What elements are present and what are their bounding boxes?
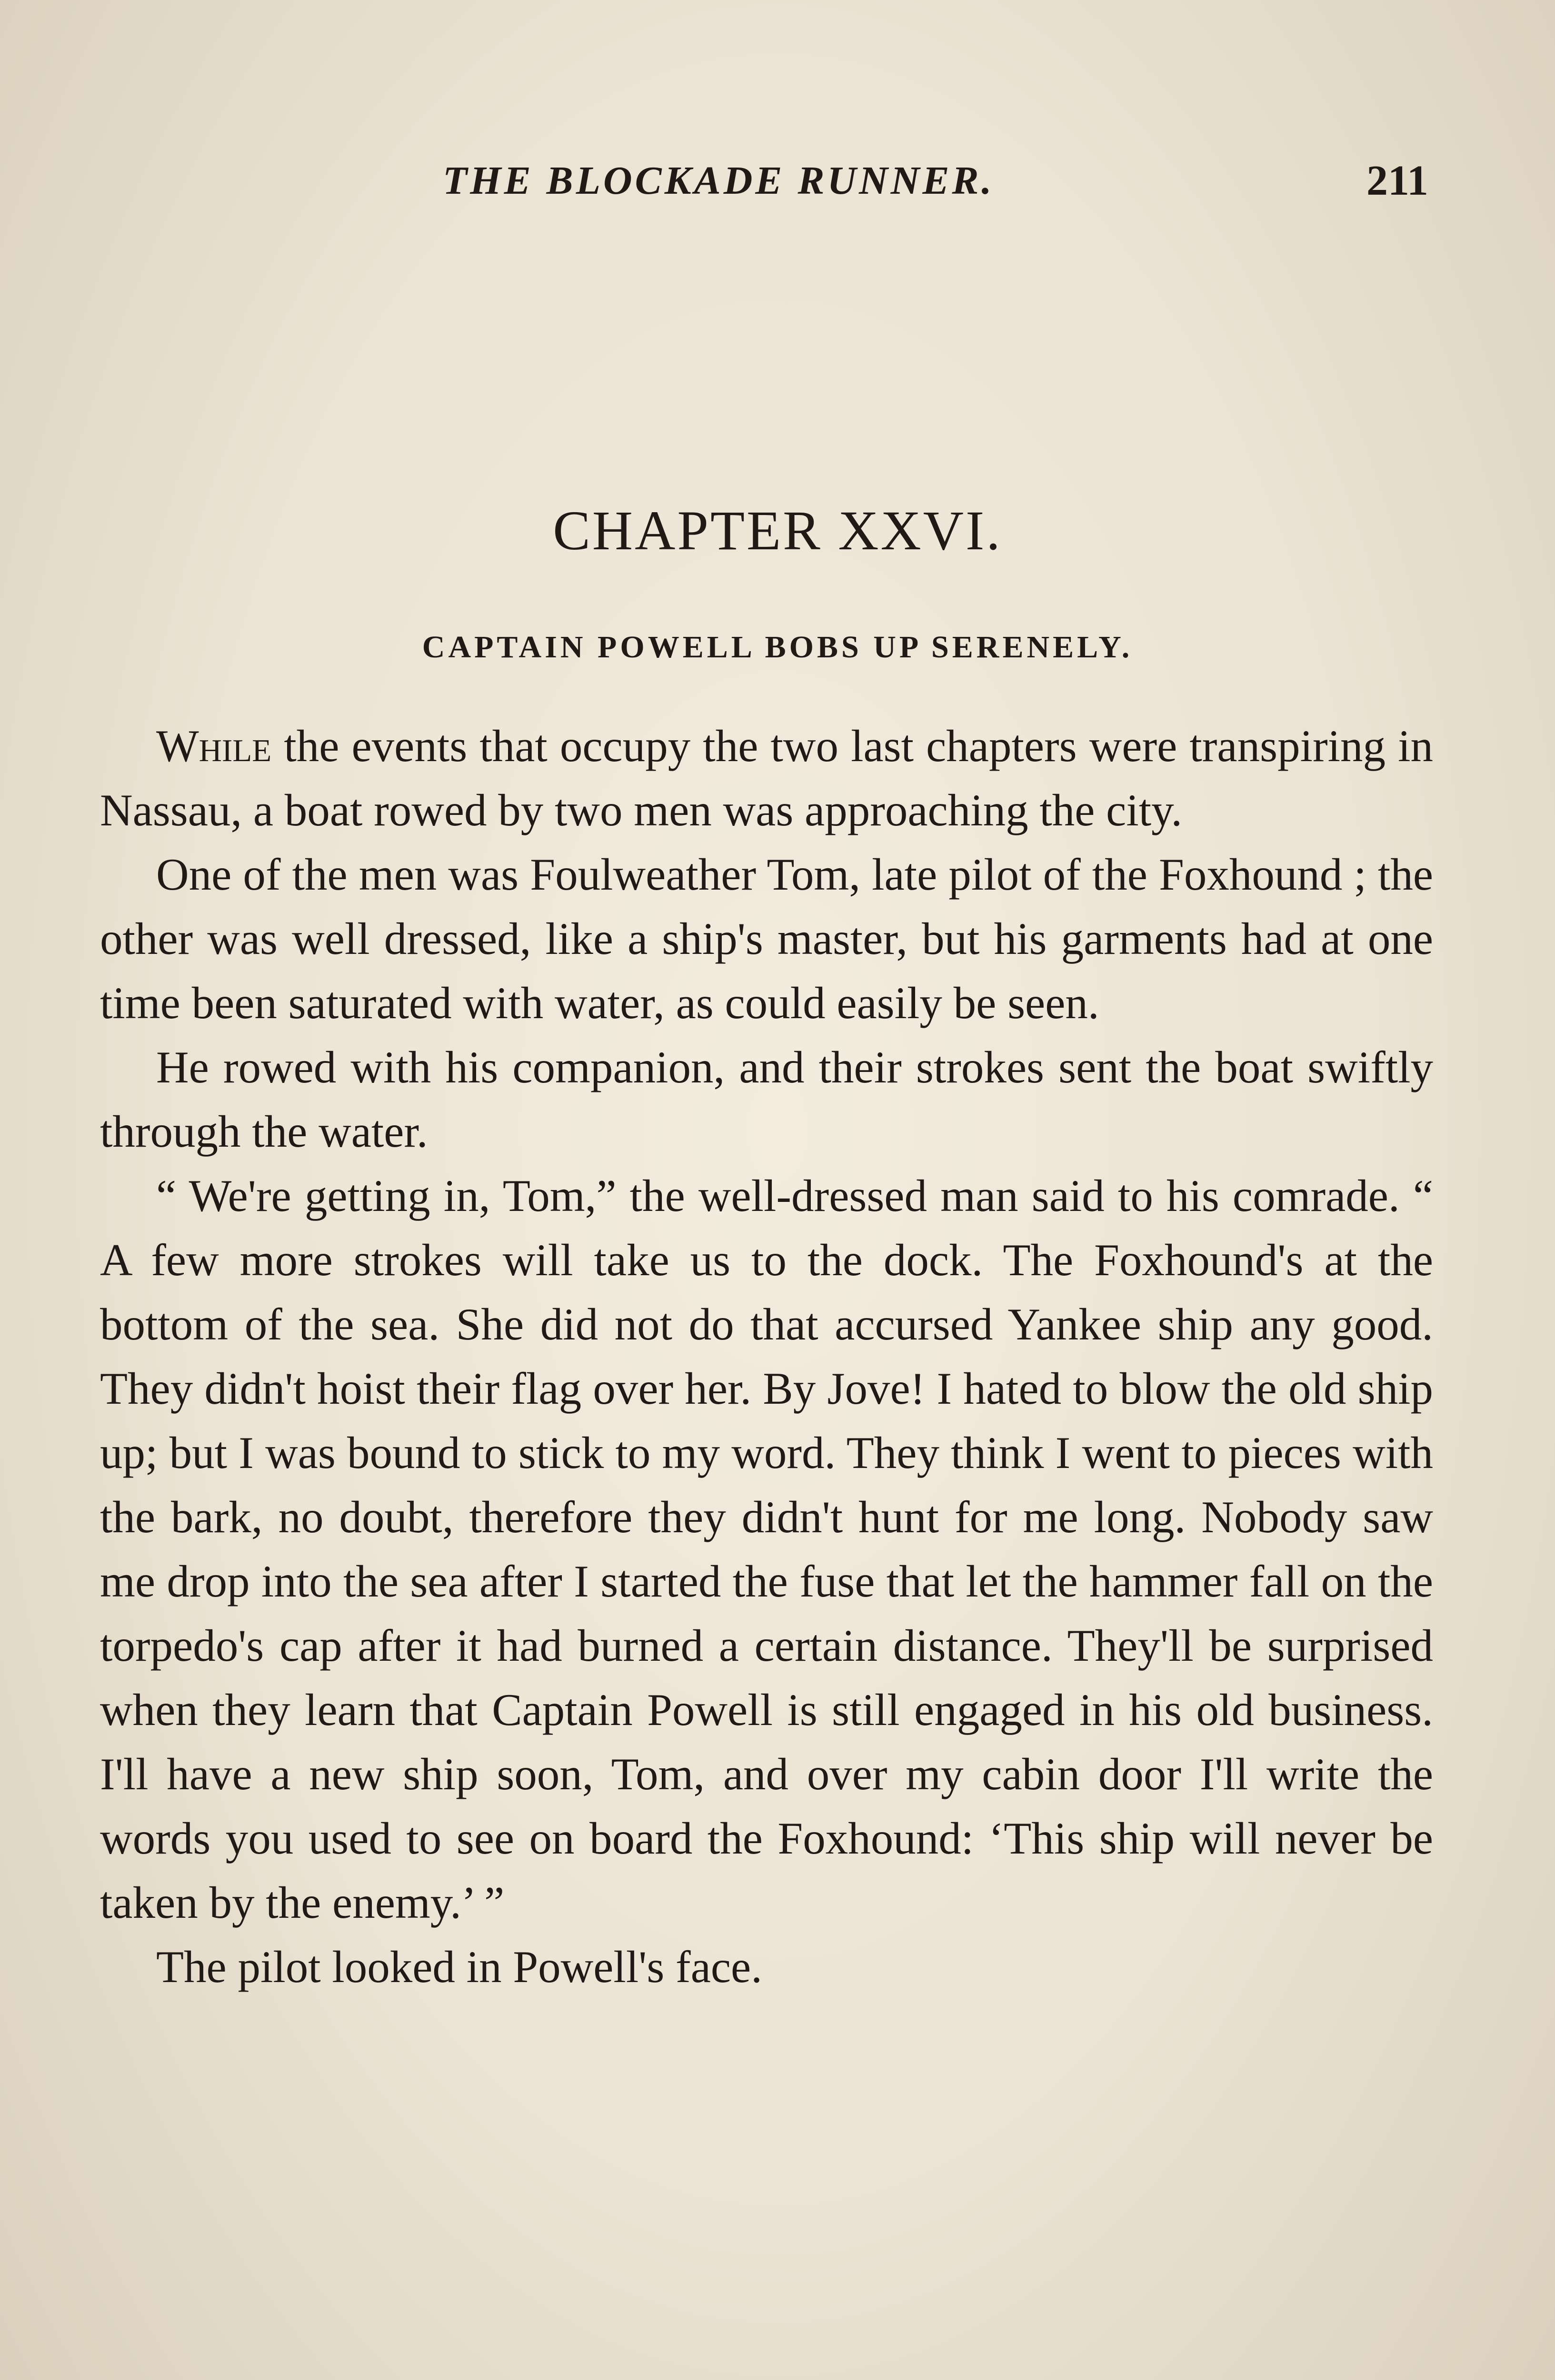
chapter-title: CHAPTER XXVI. (553, 499, 1002, 562)
paragraph: The pilot looked in Powell's face. (156, 1942, 762, 1992)
paragraph: “ We're getting in, Tom,” the well-dressed man said to his comrade. “ A few more strokes will take us to the dock. The Foxhound's at the bottom of the sea. She did not do that accursed Yankee ship any good. They didn't hoist their flag over her. By Jove! I hated to blow the old ship up; but I was bound to stick to my word. They think I went to pieces with the bark, no doubt, therefore they didn't hunt for me long. Nobody saw me drop into the sea after I started the fuse that let the hammer fall on the torpedo's cap after it had burned a certain distance. They'll be surprised when they learn that Captain Powell is still engaged in his old business. I'll have a new ship soon, Tom, and over my cabin door I'll write the words you used to see on board the Foxhound: ‘This ship will never be taken by the enemy.’ ” (100, 1170, 1433, 1928)
paragraph-text: the events that occupy the two last chapters were transpiring in Nassau, a boat rowed by two men was approaching the city. (100, 721, 1433, 835)
paragraph: He rowed with his companion, and their strokes sent the boat swiftly through the water. (100, 1042, 1433, 1157)
opening-word: While (156, 721, 272, 771)
body-text (100, 714, 1433, 1999)
running-title: THE BLOCKADE RUNNER. (443, 159, 995, 203)
page-number: 211 (1366, 157, 1428, 204)
running-head (100, 152, 1428, 209)
paragraph: One of the men was Foulweather Tom, late pilot of the Foxhound ; the other was well dressed, like a ship's master, but his garments had at one time been saturated with water, as could easily be seen. (100, 849, 1433, 1028)
chapter-subtitle: CAPTAIN POWELL BOBS UP SERENELY. (422, 630, 1133, 664)
paragraph (100, 714, 1433, 843)
